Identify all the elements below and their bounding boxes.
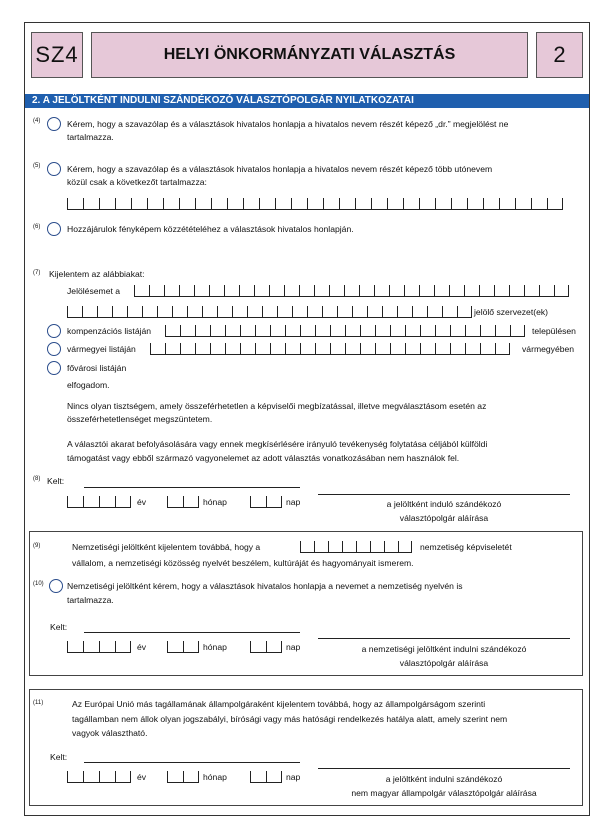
month-cells-10[interactable]	[167, 641, 199, 653]
signature-caption-10b: választópolgár aláírása	[399, 658, 489, 668]
item-number-9: (9)	[33, 543, 41, 549]
day-cells-11[interactable]	[250, 771, 282, 783]
statement-9-line1: Nemzetiségi jelöltként kijelentem továbbá, hogy a	[72, 542, 261, 552]
year-label-10: év	[137, 642, 147, 652]
nomination-label: Jelölésemet a	[67, 286, 121, 296]
month-cells-11[interactable]	[167, 771, 199, 783]
nominating-org-label: jelölő szervezet(ek)	[474, 307, 549, 317]
item-number-6: (6)	[33, 224, 41, 230]
settlement-cells[interactable]	[165, 325, 525, 337]
foreign-support-line2: támogatást vagy ebből származó vagyonelemet az adott választás vonatkozásában nem használok fel.	[67, 453, 460, 463]
page-number: 2	[536, 32, 583, 78]
place-line-8[interactable]	[84, 487, 300, 488]
nomination-cells-2[interactable]	[67, 306, 472, 318]
statement-7-intro: Kijelentem az alábbiakat:	[49, 269, 145, 279]
month-label-11: hónap	[203, 772, 227, 782]
month-cells-8[interactable]	[167, 496, 199, 508]
month-label-8: hónap	[203, 497, 227, 507]
radio-dr-omit[interactable]	[47, 117, 61, 131]
statement-5-line1: Kérem, hogy a szavazólap és a választások hivatalos honlapja a hivatalos nevem részét képező több utónevem	[67, 164, 493, 174]
year-label-11: év	[137, 772, 147, 782]
form-title: HELYI ÖNKORMÁNYZATI VÁLASZTÁS	[91, 32, 528, 78]
signature-caption-8a: a jelöltként induló szándékozó	[386, 499, 502, 509]
place-label-8: Kelt:	[47, 476, 65, 486]
place-label-10: Kelt:	[50, 622, 68, 632]
radio-county-list[interactable]	[47, 342, 61, 356]
statement-11-line3: vagyok választható.	[72, 728, 148, 738]
item-number-4: (4)	[33, 118, 41, 124]
statement-10-line1: Nemzetiségi jelöltként kérem, hogy a választások hivatalos honlapja a nevemet a nemzetiség nyelvén is	[67, 581, 463, 591]
nationality-cells[interactable]	[300, 541, 412, 553]
statement-9-suffix: nemzetiség képviseletét	[420, 542, 512, 552]
item-number-8: (8)	[33, 476, 41, 482]
given-name-cells[interactable]	[67, 198, 563, 210]
item-number-5: (5)	[33, 163, 41, 169]
item-number-10: (10)	[33, 581, 44, 587]
compensation-list-label: kompenzációs listáján	[67, 326, 152, 336]
statement-4-line2: tartalmazza.	[67, 132, 114, 142]
section-heading: 2. A JELÖLTKÉNT INDULNI SZÁNDÉKOZÓ VÁLASZTÓPOLGÁR NYILATKOZATAI	[25, 94, 589, 108]
item-number-7: (7)	[33, 270, 41, 276]
item-number-11: (11)	[33, 700, 44, 706]
accept-text: elfogadom.	[67, 380, 110, 390]
statement-9-line2: vállalom, a nemzetiségi közösség nyelvét beszélem, kultúráját és hagyományait ismerem.	[72, 558, 414, 568]
county-cells[interactable]	[150, 343, 510, 355]
year-cells-11[interactable]	[67, 771, 131, 783]
radio-given-name[interactable]	[47, 162, 61, 176]
year-label-8: év	[137, 497, 147, 507]
day-label-11: nap	[286, 772, 301, 782]
capital-list-label: fővárosi listáján	[67, 363, 127, 373]
day-cells-8[interactable]	[250, 496, 282, 508]
day-label-8: nap	[286, 497, 301, 507]
signature-caption-11a: a jelöltként indulni szándékozó	[385, 774, 503, 784]
radio-photo-consent[interactable]	[47, 222, 61, 236]
statement-11-line2: tagállamban nem állok olyan jogszabályi, bírósági vagy más hatósági rendelkezés hatálya alatt, amely szerint nem	[72, 714, 508, 724]
statement-5-line2: közül csak a következőt tartalmazza:	[67, 177, 207, 187]
year-cells-8[interactable]	[67, 496, 131, 508]
statement-6: Hozzájárulok fényképem közzétételéhez a választások hivatalos honlapján.	[67, 224, 354, 234]
signature-caption-8b: választópolgár aláírása	[399, 513, 489, 523]
county-label: vármegyében	[522, 344, 575, 354]
statement-11-line1: Az Európai Unió más tagállamának állampolgáraként kijelentem továbbá, hogy az állampolgárságom szerinti	[72, 699, 486, 709]
foreign-support-line1: A választói akarat befolyásolására vagy ennek megkísérlésére irányuló tevékenység folytatása céljából külföldi	[67, 439, 488, 449]
signature-line-11[interactable]	[318, 768, 570, 769]
radio-compensation-list[interactable]	[47, 324, 61, 338]
county-list-label: vármegyei listáján	[67, 344, 136, 354]
day-label-10: nap	[286, 642, 301, 652]
signature-caption-10a: a nemzetiségi jelöltként indulni szándékozó	[361, 644, 527, 654]
settlement-label: településen	[532, 326, 576, 336]
signature-line-10[interactable]	[318, 638, 570, 639]
signature-line-8[interactable]	[318, 494, 570, 495]
incompatibility-line2: összeférhetetlenséget megszüntetem.	[67, 414, 213, 424]
day-cells-10[interactable]	[250, 641, 282, 653]
statement-4-line1: Kérem, hogy a szavazólap és a választások hivatalos honlapja a hivatalos nevem részét képező „dr.” megjelölést ne	[67, 119, 509, 129]
signature-caption-11b: nem magyar állampolgár választópolgár aláírása	[351, 788, 537, 798]
year-cells-10[interactable]	[67, 641, 131, 653]
incompatibility-line1: Nincs olyan tisztségem, amely összeférhetetlen a képviselői megbízatással, illetve megválasztásom esetén az	[67, 401, 487, 411]
radio-capital-list[interactable]	[47, 361, 61, 375]
place-line-10[interactable]	[84, 632, 300, 633]
nomination-cells-1[interactable]	[134, 285, 569, 297]
place-line-11[interactable]	[84, 762, 300, 763]
statement-10-line2: tartalmazza.	[67, 595, 114, 605]
month-label-10: hónap	[203, 642, 227, 652]
form-code: SZ4	[31, 32, 83, 78]
place-label-11: Kelt:	[50, 752, 68, 762]
radio-nationality-language[interactable]	[49, 579, 63, 593]
